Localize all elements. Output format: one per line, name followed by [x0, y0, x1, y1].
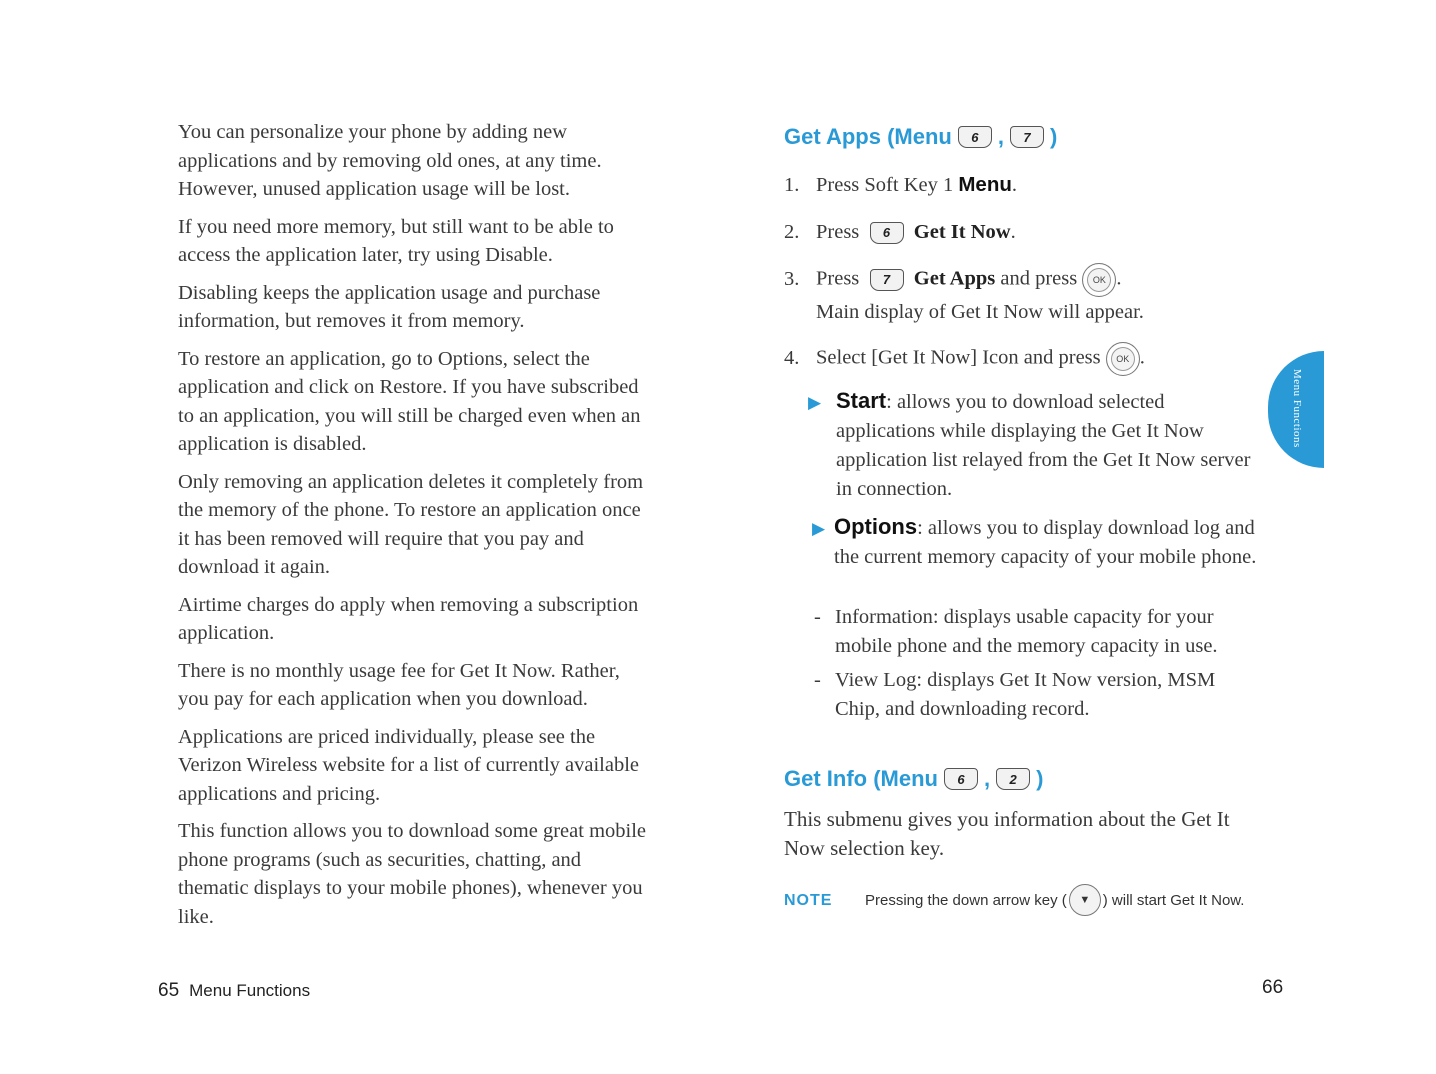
start-bullet — [808, 386, 1258, 504]
page-number-left: 65 — [158, 980, 180, 1001]
step-4 — [784, 342, 1145, 376]
heading-close: ) — [1036, 766, 1044, 791]
step-number: 2. — [784, 221, 800, 243]
step-number: 1. — [784, 174, 800, 196]
options-text: : allows you to display download log and the current memory capacity of your mobile phone. — [834, 517, 1257, 568]
heading-close: ) — [1049, 124, 1058, 149]
step-3-line-2: Main display of Get It Now will appear. — [816, 301, 1144, 323]
key-7-icon: 7 — [1010, 126, 1044, 148]
down-arrow-key-icon: ▼ — [1069, 884, 1101, 916]
heading-comma: , — [983, 766, 991, 791]
key-7-icon: 7 — [870, 269, 904, 291]
key-6-icon: 6 — [958, 126, 992, 148]
ok-key-icon: OK — [1106, 342, 1140, 376]
key-6-icon: 6 — [944, 768, 978, 790]
note-text-after: ) will start Get It Now. — [1102, 891, 1245, 909]
get-it-now-label: Get It Now — [913, 221, 1011, 243]
page-number-right: 66 — [1262, 977, 1284, 998]
footer-left — [158, 980, 310, 1002]
note-label: NOTE — [784, 892, 833, 909]
step-end: . — [1011, 174, 1018, 196]
step-number: 4. — [784, 346, 800, 369]
start-label: Start — [836, 388, 887, 413]
menu-label: Menu — [958, 173, 1012, 196]
side-tab-label: Menu Functions — [1291, 369, 1303, 448]
get-apps-heading — [784, 124, 1057, 150]
heading-text: Get Info (Menu — [784, 766, 938, 791]
paragraph: There is no monthly usage fee for Get It Now. Rather, you pay for each application when you download. — [178, 659, 620, 710]
options-bullet — [812, 512, 1262, 572]
information-item: - Information: displays usable capacity for your mobile phone and the memory capacity in use. — [814, 603, 1254, 661]
step-2 — [784, 217, 1016, 247]
arrow-bullet-icon: ▶ — [812, 519, 826, 538]
view-log-text: View Log: displays Get It Now version, MSM Chip, and downloading record. — [835, 669, 1216, 720]
left-column — [178, 118, 648, 940]
step-end: . — [1010, 221, 1016, 243]
paragraph: You can personalize your phone by adding new applications and by removing old ones, at any time. However, unused application usage will be lost. — [178, 121, 602, 200]
section-side-tab — [1268, 351, 1324, 468]
step-mid: and press — [1000, 267, 1078, 290]
ok-key-icon: OK — [1082, 263, 1116, 297]
information-text: Information: displays usable capacity for your mobile phone and the memory capacity in use. — [835, 606, 1218, 657]
step-text: Select [Get It Now] Icon and press — [816, 346, 1101, 369]
note-text-before: Pressing the down arrow key ( — [865, 891, 1067, 909]
heading-text: Get Apps (Menu — [784, 124, 952, 149]
note-text — [865, 884, 1244, 916]
paragraph: Only removing an application deletes it completely from the memory of the phone. To restore an application once it has been removed will require that you pay and download it again. — [178, 470, 644, 578]
step-end: . — [1116, 267, 1122, 290]
get-info-heading — [784, 766, 1043, 792]
heading-comma: , — [997, 124, 1004, 149]
paragraph: This function allows you to download some great mobile phone programs (such as securities, chatting, and thematic displays to your mobile phones), whenever you like. — [178, 820, 647, 928]
key-6-icon: 6 — [870, 222, 904, 244]
key-2-icon: 2 — [996, 768, 1030, 790]
arrow-bullet-icon: ▶ — [808, 393, 822, 412]
step-number: 3. — [784, 267, 800, 290]
step-1 — [784, 170, 1017, 200]
step-end: . — [1139, 346, 1145, 369]
paragraph: Disabling keeps the application usage and purchase information, but removes it from memory. — [178, 281, 601, 332]
step-text: Press — [816, 267, 860, 290]
step-text: Press — [816, 221, 860, 243]
start-text: : allows you to download selected applications while displaying the Get It Now application list relayed from the Get It Now server in connection. — [836, 391, 1251, 500]
options-label: Options — [834, 514, 918, 539]
view-log-item: - View Log: displays Get It Now version, MSM Chip, and downloading record. — [814, 666, 1254, 724]
step-3 — [784, 263, 1144, 327]
paragraph: Applications are priced individually, please see the Verizon Wireless website for a list of currently available applications and pricing. — [178, 725, 640, 805]
paragraph: If you need more memory, but still want to be able to access the application later, try using Disable. — [178, 215, 614, 266]
get-info-paragraph: This submenu gives you information about the Get It Now selection key. — [784, 807, 1230, 860]
paragraph: Airtime charges do apply when removing a subscription application. — [178, 593, 639, 644]
step-text: Press Soft Key 1 — [816, 174, 954, 196]
get-apps-label: Get Apps — [913, 267, 996, 290]
footer-section-title: Menu Functions — [189, 981, 311, 1000]
paragraph: To restore an application, go to Options, select the application and click on Restore. If you have subscribed to an application, you will still be charged even when an application is disabled. — [178, 347, 641, 455]
